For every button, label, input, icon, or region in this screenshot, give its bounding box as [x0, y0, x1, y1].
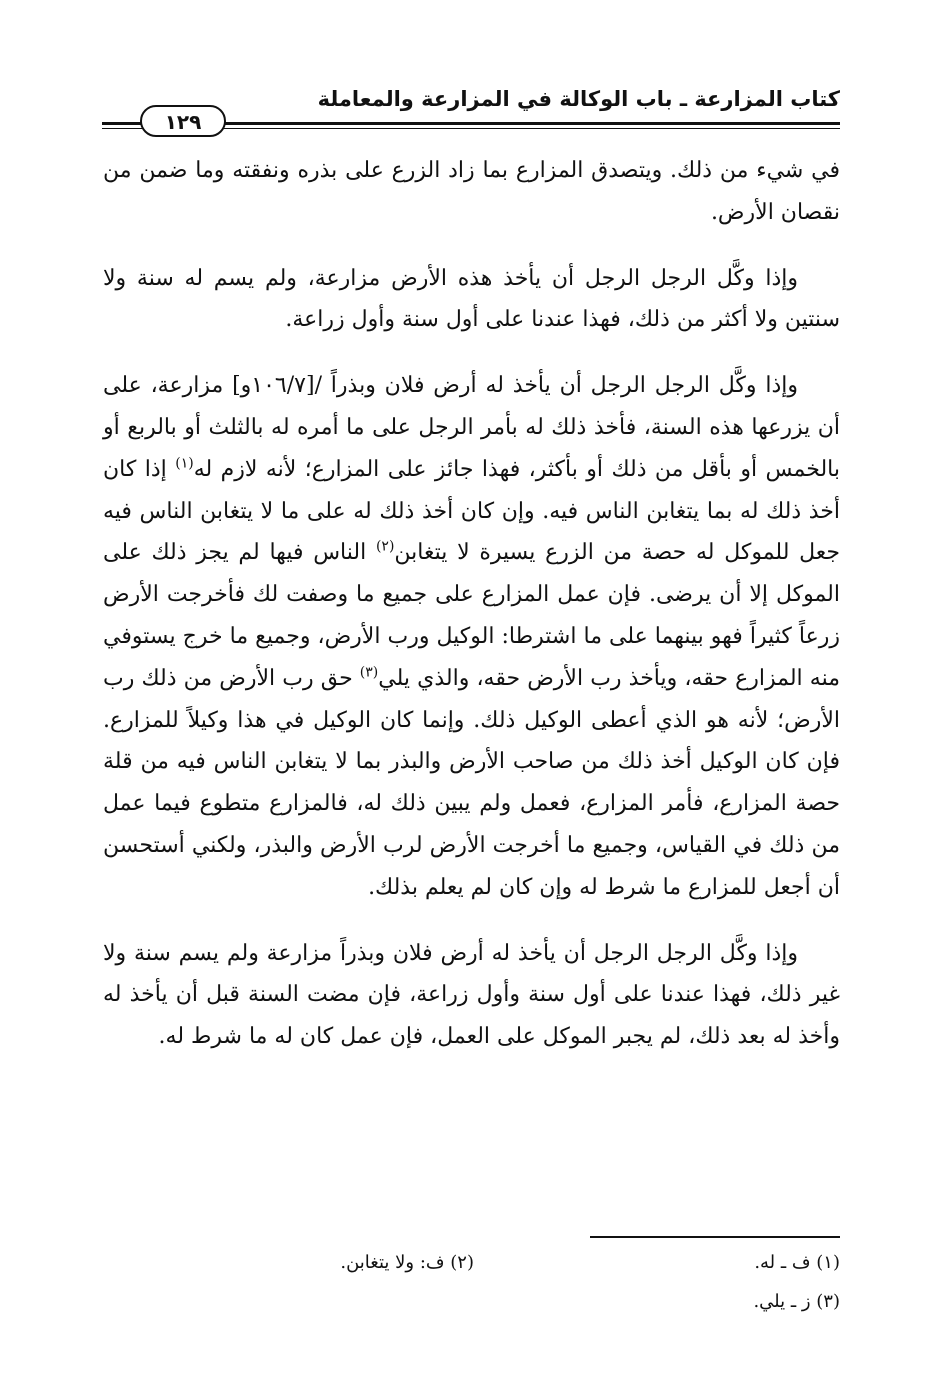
paragraph-3-text-a: وإذا وكَّل الرجل الرجل أن يأخذ له أرض فلان وبذراً /[١٠٦/٧و] مزارعة، على أن يزرعها هذه السنة، فأخذ ذلك له بأمر الرجل على ما أمره له بالثلث أو بالربع أو بالخمس أو بأقل من ذلك أو بأكثر، فهذا جائز على المزارع؛ لأنه لازم له — [103, 373, 840, 482]
paragraph-4-text: وإذا وكَّل الرجل الرجل أن يأخذ له أرض فلان وبذراً مزارعة ولم يسم سنة ولا غير ذلك، فهذا عندنا على أول سنة وأول زراعة، فإن مضت السنة قبل أن يأخذ له وأخذ له بعد ذلك، لم يجبر الموكل على العمل، فإن عمل كان له ما شرط له. — [103, 940, 840, 1050]
footnote-marker-2: (٢) — [375, 539, 395, 556]
paragraph-3-text-c: الناس فيها لم يجز ذلك على الموكل إلا أن يرضى. فإن عمل المزارع على جميع ما وصفت لك فأخرجت الأرض زرعاً كثيراً فهو بينهما على ما اشترطا: الوكيل ورب الأرض، وجميع ما خرج يستوفي منه المزارع حقه، ويأخذ رب الأرض حقه، والذي يلي — [103, 540, 840, 691]
footnote-marker-1: (١) — [175, 455, 194, 472]
footnote-3: (٣) ز ـ يلي. — [753, 1291, 840, 1312]
paragraph-4 — [103, 933, 840, 1058]
paragraph-2 — [103, 258, 840, 342]
footnote-marker-3: (٣) — [359, 664, 379, 681]
footnote-2: (٢) ف: ولا يتغابن. — [340, 1252, 474, 1273]
running-header-title: كتاب المزارعة ـ باب الوكالة في المزارعة والمعاملة — [317, 87, 840, 111]
paragraph-1-text: في شيء من ذلك. ويتصدق المزارع بما زاد الزرع على بذره ونفقته وما ضمن من نقصان الأرض. — [103, 158, 840, 225]
paragraph-3 — [103, 365, 840, 908]
page-number-badge: ١٢٩ — [140, 105, 226, 137]
paragraph-3-text-b: إذا كان أخذ ذلك له بما يتغابن الناس فيه. وإن كان أخذ ذلك له على ما لا يتغابن الناس فيه جعل للموكل له حصة من الزرع يسيرة لا يتغابن — [103, 456, 840, 566]
footnote-1: (١) ف ـ له. — [754, 1252, 840, 1273]
paragraph-2-text: وإذا وكَّل الرجل الرجل أن يأخذ هذه الأرض مزارعة، ولم يسم له سنة ولا سنتين ولا أكثر من ذلك، فهذا عندنا على أول سنة وأول زراعة. — [103, 265, 840, 333]
paragraph-3-text-d: حق رب الأرض من ذلك رب الأرض؛ لأنه هو الذي أعطى الوكيل ذلك. وإنما كان الوكيل في هذا وكيلاً للمزارع. فإن كان الوكيل أخذ ذلك من صاحب الأرض والبذر بما لا يتغابن الناس فيه من قلة حصة المزارع، فأمر المزارع، فعمل ولم يبين ذلك له، فالمزارع متطوع فيما عمل من ذلك في القياس، وجميع ما أخرجت الأرض لرب الأرض والبذر، ولكني أستحسن أن أجعل للمزارع ما شرط له وإن كان لم يعلم بذلك. — [103, 665, 840, 900]
main-text — [103, 150, 840, 1058]
paragraph-1 — [103, 150, 840, 234]
footnote-separator — [590, 1236, 840, 1238]
